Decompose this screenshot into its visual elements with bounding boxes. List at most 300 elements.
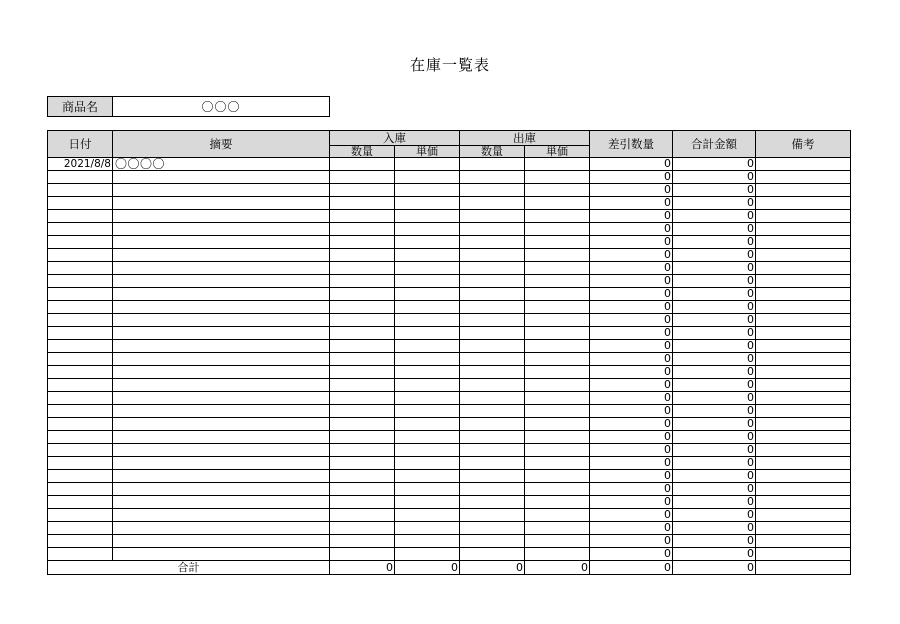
cell-notes[interactable]	[756, 275, 851, 288]
cell-notes[interactable]	[756, 249, 851, 262]
cell-in-price[interactable]	[395, 522, 460, 535]
cell-date[interactable]	[48, 314, 113, 327]
cell-in-price[interactable]	[395, 483, 460, 496]
header-summary: 摘要	[113, 131, 330, 158]
cell-out-price[interactable]	[525, 431, 590, 444]
cell-diff: 0	[590, 236, 673, 249]
cell-notes[interactable]	[756, 340, 851, 353]
cell-summary[interactable]	[113, 249, 330, 262]
cell-out-qty[interactable]	[460, 184, 525, 197]
cell-diff: 0	[590, 158, 673, 171]
cell-out-qty[interactable]	[460, 236, 525, 249]
cell-out-price[interactable]	[525, 522, 590, 535]
cell-summary[interactable]	[113, 314, 330, 327]
cell-out-qty[interactable]	[460, 535, 525, 548]
cell-date[interactable]	[48, 223, 113, 236]
cell-out-price[interactable]	[525, 366, 590, 379]
total-row	[48, 561, 851, 575]
header-date: 日付	[48, 131, 113, 158]
cell-out-price[interactable]	[525, 509, 590, 522]
cell-in-price[interactable]	[395, 379, 460, 392]
cell-summary[interactable]	[113, 431, 330, 444]
header-out-price: 単価	[525, 146, 590, 158]
cell-notes[interactable]	[756, 535, 851, 548]
cell-summary[interactable]	[113, 301, 330, 314]
cell-amount: 0	[673, 262, 756, 275]
cell-notes[interactable]	[756, 470, 851, 483]
cell-out-qty[interactable]	[460, 340, 525, 353]
table-row	[48, 301, 851, 314]
cell-out-qty[interactable]	[460, 301, 525, 314]
cell-in-qty[interactable]	[330, 392, 395, 405]
cell-in-qty[interactable]	[330, 535, 395, 548]
cell-date[interactable]	[48, 353, 113, 366]
cell-date[interactable]	[48, 197, 113, 210]
table-row	[48, 158, 851, 171]
cell-summary[interactable]	[113, 197, 330, 210]
cell-date[interactable]	[48, 392, 113, 405]
cell-out-price[interactable]	[525, 275, 590, 288]
cell-diff: 0	[590, 171, 673, 184]
cell-in-qty[interactable]	[330, 366, 395, 379]
cell-date[interactable]	[48, 301, 113, 314]
cell-notes[interactable]	[756, 405, 851, 418]
cell-notes[interactable]	[756, 509, 851, 522]
cell-date[interactable]	[48, 327, 113, 340]
cell-out-price[interactable]	[525, 184, 590, 197]
cell-notes[interactable]	[756, 314, 851, 327]
cell-summary[interactable]	[113, 236, 330, 249]
cell-notes[interactable]	[756, 197, 851, 210]
cell-out-qty[interactable]	[460, 288, 525, 301]
cell-notes[interactable]	[756, 418, 851, 431]
cell-diff: 0	[590, 353, 673, 366]
cell-out-price[interactable]	[525, 483, 590, 496]
table-row	[48, 418, 851, 431]
cell-date[interactable]	[48, 535, 113, 548]
cell-notes[interactable]	[756, 171, 851, 184]
table-row	[48, 444, 851, 457]
cell-in-price[interactable]	[395, 184, 460, 197]
cell-in-qty[interactable]	[330, 496, 395, 509]
total-out-qty: 0	[460, 561, 525, 575]
cell-out-price[interactable]	[525, 470, 590, 483]
cell-summary[interactable]	[113, 457, 330, 470]
cell-notes[interactable]	[756, 327, 851, 340]
cell-amount: 0	[673, 509, 756, 522]
cell-out-qty[interactable]	[460, 470, 525, 483]
table-row	[48, 197, 851, 210]
table-row	[48, 171, 851, 184]
cell-notes[interactable]	[756, 366, 851, 379]
cell-in-price[interactable]	[395, 197, 460, 210]
cell-notes[interactable]	[756, 288, 851, 301]
cell-diff: 0	[590, 522, 673, 535]
table-row	[48, 509, 851, 522]
cell-date[interactable]: 2021/8/8	[48, 158, 113, 171]
cell-summary[interactable]: 〇〇〇〇	[113, 158, 330, 171]
cell-amount: 0	[673, 379, 756, 392]
cell-out-price[interactable]	[525, 392, 590, 405]
cell-out-qty[interactable]	[460, 444, 525, 457]
cell-date[interactable]	[48, 405, 113, 418]
cell-in-qty[interactable]	[330, 184, 395, 197]
cell-out-qty[interactable]	[460, 431, 525, 444]
cell-in-price[interactable]	[395, 314, 460, 327]
cell-out-price[interactable]	[525, 158, 590, 171]
cell-summary[interactable]	[113, 444, 330, 457]
cell-out-qty[interactable]	[460, 366, 525, 379]
cell-out-qty[interactable]	[460, 262, 525, 275]
cell-in-qty[interactable]	[330, 171, 395, 184]
cell-notes[interactable]	[756, 223, 851, 236]
cell-out-price[interactable]	[525, 444, 590, 457]
cell-in-qty[interactable]	[330, 327, 395, 340]
table-row	[48, 288, 851, 301]
cell-in-qty[interactable]	[330, 288, 395, 301]
table-row	[48, 327, 851, 340]
page-title: 在庫一覧表	[409, 56, 490, 74]
cell-amount: 0	[673, 327, 756, 340]
cell-in-qty[interactable]	[330, 275, 395, 288]
cell-in-qty[interactable]	[330, 158, 395, 171]
cell-in-qty[interactable]	[330, 548, 395, 561]
cell-in-qty[interactable]	[330, 405, 395, 418]
total-notes	[756, 561, 851, 575]
cell-summary[interactable]	[113, 288, 330, 301]
cell-out-price[interactable]	[525, 249, 590, 262]
cell-diff: 0	[590, 340, 673, 353]
cell-summary[interactable]	[113, 223, 330, 236]
cell-out-qty[interactable]	[460, 210, 525, 223]
cell-out-price[interactable]	[525, 548, 590, 561]
cell-date[interactable]	[48, 171, 113, 184]
cell-in-qty[interactable]	[330, 340, 395, 353]
cell-out-price[interactable]	[525, 496, 590, 509]
product-name-cell[interactable]: 〇〇〇	[113, 97, 330, 117]
cell-in-price[interactable]	[395, 288, 460, 301]
cell-diff: 0	[590, 223, 673, 236]
cell-amount: 0	[673, 366, 756, 379]
cell-in-qty[interactable]	[330, 301, 395, 314]
cell-summary[interactable]	[113, 405, 330, 418]
cell-date[interactable]	[48, 366, 113, 379]
cell-notes[interactable]	[756, 522, 851, 535]
cell-date[interactable]	[48, 210, 113, 223]
cell-out-qty[interactable]	[460, 353, 525, 366]
cell-out-qty[interactable]	[460, 314, 525, 327]
cell-out-price[interactable]	[525, 405, 590, 418]
cell-diff: 0	[590, 470, 673, 483]
cell-diff: 0	[590, 327, 673, 340]
cell-amount: 0	[673, 236, 756, 249]
cell-date[interactable]	[48, 249, 113, 262]
cell-amount: 0	[673, 184, 756, 197]
cell-notes[interactable]	[756, 184, 851, 197]
cell-in-price[interactable]	[395, 262, 460, 275]
header-in-group: 入庫	[330, 131, 460, 146]
cell-in-price[interactable]	[395, 496, 460, 509]
table-row	[48, 522, 851, 535]
cell-in-qty[interactable]	[330, 444, 395, 457]
cell-amount: 0	[673, 483, 756, 496]
table-row	[48, 236, 851, 249]
cell-summary[interactable]	[113, 418, 330, 431]
cell-in-qty[interactable]	[330, 249, 395, 262]
cell-in-price[interactable]	[395, 223, 460, 236]
cell-diff: 0	[590, 262, 673, 275]
table-row	[48, 392, 851, 405]
cell-out-qty[interactable]	[460, 249, 525, 262]
cell-out-price[interactable]	[525, 223, 590, 236]
cell-diff: 0	[590, 197, 673, 210]
cell-notes[interactable]	[756, 496, 851, 509]
cell-summary[interactable]	[113, 522, 330, 535]
cell-in-qty[interactable]	[330, 314, 395, 327]
cell-in-price[interactable]	[395, 236, 460, 249]
total-in-qty: 0	[330, 561, 395, 575]
cell-out-qty[interactable]	[460, 158, 525, 171]
cell-in-price[interactable]	[395, 210, 460, 223]
cell-out-qty[interactable]	[460, 483, 525, 496]
total-label: 合計	[48, 561, 330, 575]
cell-summary[interactable]	[113, 340, 330, 353]
cell-in-qty[interactable]	[330, 483, 395, 496]
total-amount: 0	[673, 561, 756, 575]
cell-summary[interactable]	[113, 483, 330, 496]
cell-out-price[interactable]	[525, 171, 590, 184]
cell-in-price[interactable]	[395, 535, 460, 548]
cell-in-price[interactable]	[395, 470, 460, 483]
cell-summary[interactable]	[113, 184, 330, 197]
cell-date[interactable]	[48, 275, 113, 288]
cell-notes[interactable]	[756, 457, 851, 470]
cell-diff: 0	[590, 366, 673, 379]
cell-amount: 0	[673, 223, 756, 236]
cell-date[interactable]	[48, 418, 113, 431]
cell-amount: 0	[673, 314, 756, 327]
table-row	[48, 249, 851, 262]
header-total-amount: 合計金額	[673, 131, 756, 158]
table-row	[48, 184, 851, 197]
cell-amount: 0	[673, 431, 756, 444]
cell-in-price[interactable]	[395, 249, 460, 262]
cell-amount: 0	[673, 405, 756, 418]
cell-diff: 0	[590, 457, 673, 470]
cell-out-qty[interactable]	[460, 379, 525, 392]
cell-out-price[interactable]	[525, 210, 590, 223]
cell-out-price[interactable]	[525, 197, 590, 210]
cell-summary[interactable]	[113, 392, 330, 405]
cell-notes[interactable]	[756, 301, 851, 314]
cell-notes[interactable]	[756, 444, 851, 457]
cell-notes[interactable]	[756, 483, 851, 496]
cell-out-qty[interactable]	[460, 197, 525, 210]
cell-amount: 0	[673, 171, 756, 184]
cell-summary[interactable]	[113, 366, 330, 379]
cell-in-price[interactable]	[395, 431, 460, 444]
cell-diff: 0	[590, 184, 673, 197]
cell-date[interactable]	[48, 483, 113, 496]
cell-notes[interactable]	[756, 353, 851, 366]
cell-date[interactable]	[48, 509, 113, 522]
cell-in-qty[interactable]	[330, 457, 395, 470]
cell-notes[interactable]	[756, 158, 851, 171]
cell-notes[interactable]	[756, 210, 851, 223]
cell-in-price[interactable]	[395, 340, 460, 353]
cell-date[interactable]	[48, 444, 113, 457]
table-row	[48, 314, 851, 327]
cell-notes[interactable]	[756, 262, 851, 275]
cell-out-price[interactable]	[525, 327, 590, 340]
cell-in-price[interactable]	[395, 353, 460, 366]
cell-notes[interactable]	[756, 392, 851, 405]
cell-out-qty[interactable]	[460, 275, 525, 288]
cell-out-qty[interactable]	[460, 223, 525, 236]
header-in-price: 単価	[395, 146, 460, 158]
cell-out-price[interactable]	[525, 418, 590, 431]
cell-out-qty[interactable]	[460, 509, 525, 522]
cell-amount: 0	[673, 392, 756, 405]
cell-out-qty[interactable]	[460, 522, 525, 535]
cell-in-price[interactable]	[395, 392, 460, 405]
cell-in-price[interactable]	[395, 509, 460, 522]
cell-out-price[interactable]	[525, 353, 590, 366]
cell-out-price[interactable]	[525, 262, 590, 275]
cell-in-price[interactable]	[395, 171, 460, 184]
cell-in-qty[interactable]	[330, 197, 395, 210]
cell-date[interactable]	[48, 262, 113, 275]
table-row	[48, 340, 851, 353]
cell-amount: 0	[673, 496, 756, 509]
header-in-qty: 数量	[330, 146, 395, 158]
cell-date[interactable]	[48, 431, 113, 444]
cell-out-price[interactable]	[525, 288, 590, 301]
cell-summary[interactable]	[113, 379, 330, 392]
cell-amount: 0	[673, 470, 756, 483]
cell-in-qty[interactable]	[330, 470, 395, 483]
cell-in-qty[interactable]	[330, 509, 395, 522]
table-row	[48, 483, 851, 496]
cell-in-qty[interactable]	[330, 236, 395, 249]
cell-out-qty[interactable]	[460, 327, 525, 340]
cell-in-price[interactable]	[395, 301, 460, 314]
cell-summary[interactable]	[113, 262, 330, 275]
cell-diff: 0	[590, 483, 673, 496]
cell-summary[interactable]	[113, 210, 330, 223]
cell-out-qty[interactable]	[460, 405, 525, 418]
cell-notes[interactable]	[756, 379, 851, 392]
cell-out-price[interactable]	[525, 301, 590, 314]
cell-in-qty[interactable]	[330, 223, 395, 236]
cell-amount: 0	[673, 158, 756, 171]
cell-summary[interactable]	[113, 496, 330, 509]
cell-summary[interactable]	[113, 548, 330, 561]
cell-diff: 0	[590, 509, 673, 522]
cell-out-price[interactable]	[525, 535, 590, 548]
cell-diff: 0	[590, 405, 673, 418]
cell-in-price[interactable]	[395, 405, 460, 418]
cell-in-qty[interactable]	[330, 431, 395, 444]
table-row	[48, 353, 851, 366]
header-out-qty: 数量	[460, 146, 525, 158]
cell-in-price[interactable]	[395, 275, 460, 288]
cell-diff: 0	[590, 431, 673, 444]
cell-in-price[interactable]	[395, 457, 460, 470]
table-row	[48, 379, 851, 392]
cell-out-qty[interactable]	[460, 418, 525, 431]
cell-summary[interactable]	[113, 275, 330, 288]
cell-amount: 0	[673, 197, 756, 210]
table-row	[48, 223, 851, 236]
cell-amount: 0	[673, 444, 756, 457]
cell-in-qty[interactable]	[330, 379, 395, 392]
cell-in-qty[interactable]	[330, 262, 395, 275]
cell-in-qty[interactable]	[330, 353, 395, 366]
cell-date[interactable]	[48, 457, 113, 470]
cell-out-price[interactable]	[525, 340, 590, 353]
cell-in-qty[interactable]	[330, 522, 395, 535]
cell-in-price[interactable]	[395, 366, 460, 379]
cell-summary[interactable]	[113, 470, 330, 483]
cell-diff: 0	[590, 496, 673, 509]
cell-date[interactable]	[48, 236, 113, 249]
cell-in-price[interactable]	[395, 444, 460, 457]
cell-out-price[interactable]	[525, 457, 590, 470]
cell-in-price[interactable]	[395, 418, 460, 431]
table-row	[48, 535, 851, 548]
cell-notes[interactable]	[756, 431, 851, 444]
cell-in-qty[interactable]	[330, 418, 395, 431]
cell-diff: 0	[590, 275, 673, 288]
cell-date[interactable]	[48, 470, 113, 483]
cell-out-qty[interactable]	[460, 392, 525, 405]
cell-out-qty[interactable]	[460, 457, 525, 470]
cell-out-price[interactable]	[525, 314, 590, 327]
cell-date[interactable]	[48, 184, 113, 197]
cell-out-price[interactable]	[525, 236, 590, 249]
cell-summary[interactable]	[113, 327, 330, 340]
cell-summary[interactable]	[113, 509, 330, 522]
header-notes: 備考	[756, 131, 851, 158]
cell-out-qty[interactable]	[460, 171, 525, 184]
cell-date[interactable]	[48, 496, 113, 509]
cell-notes[interactable]	[756, 548, 851, 561]
table-row	[48, 366, 851, 379]
cell-in-price[interactable]	[395, 548, 460, 561]
cell-out-qty[interactable]	[460, 548, 525, 561]
cell-date[interactable]	[48, 548, 113, 561]
cell-in-qty[interactable]	[330, 210, 395, 223]
cell-diff: 0	[590, 210, 673, 223]
cell-amount: 0	[673, 522, 756, 535]
cell-amount: 0	[673, 548, 756, 561]
cell-date[interactable]	[48, 288, 113, 301]
cell-date[interactable]	[48, 340, 113, 353]
cell-out-qty[interactable]	[460, 496, 525, 509]
cell-date[interactable]	[48, 522, 113, 535]
cell-in-price[interactable]	[395, 158, 460, 171]
cell-summary[interactable]	[113, 535, 330, 548]
total-in-price: 0	[395, 561, 460, 575]
cell-notes[interactable]	[756, 236, 851, 249]
cell-date[interactable]	[48, 379, 113, 392]
cell-summary[interactable]	[113, 171, 330, 184]
cell-amount: 0	[673, 249, 756, 262]
cell-out-price[interactable]	[525, 379, 590, 392]
cell-summary[interactable]	[113, 353, 330, 366]
cell-in-price[interactable]	[395, 327, 460, 340]
